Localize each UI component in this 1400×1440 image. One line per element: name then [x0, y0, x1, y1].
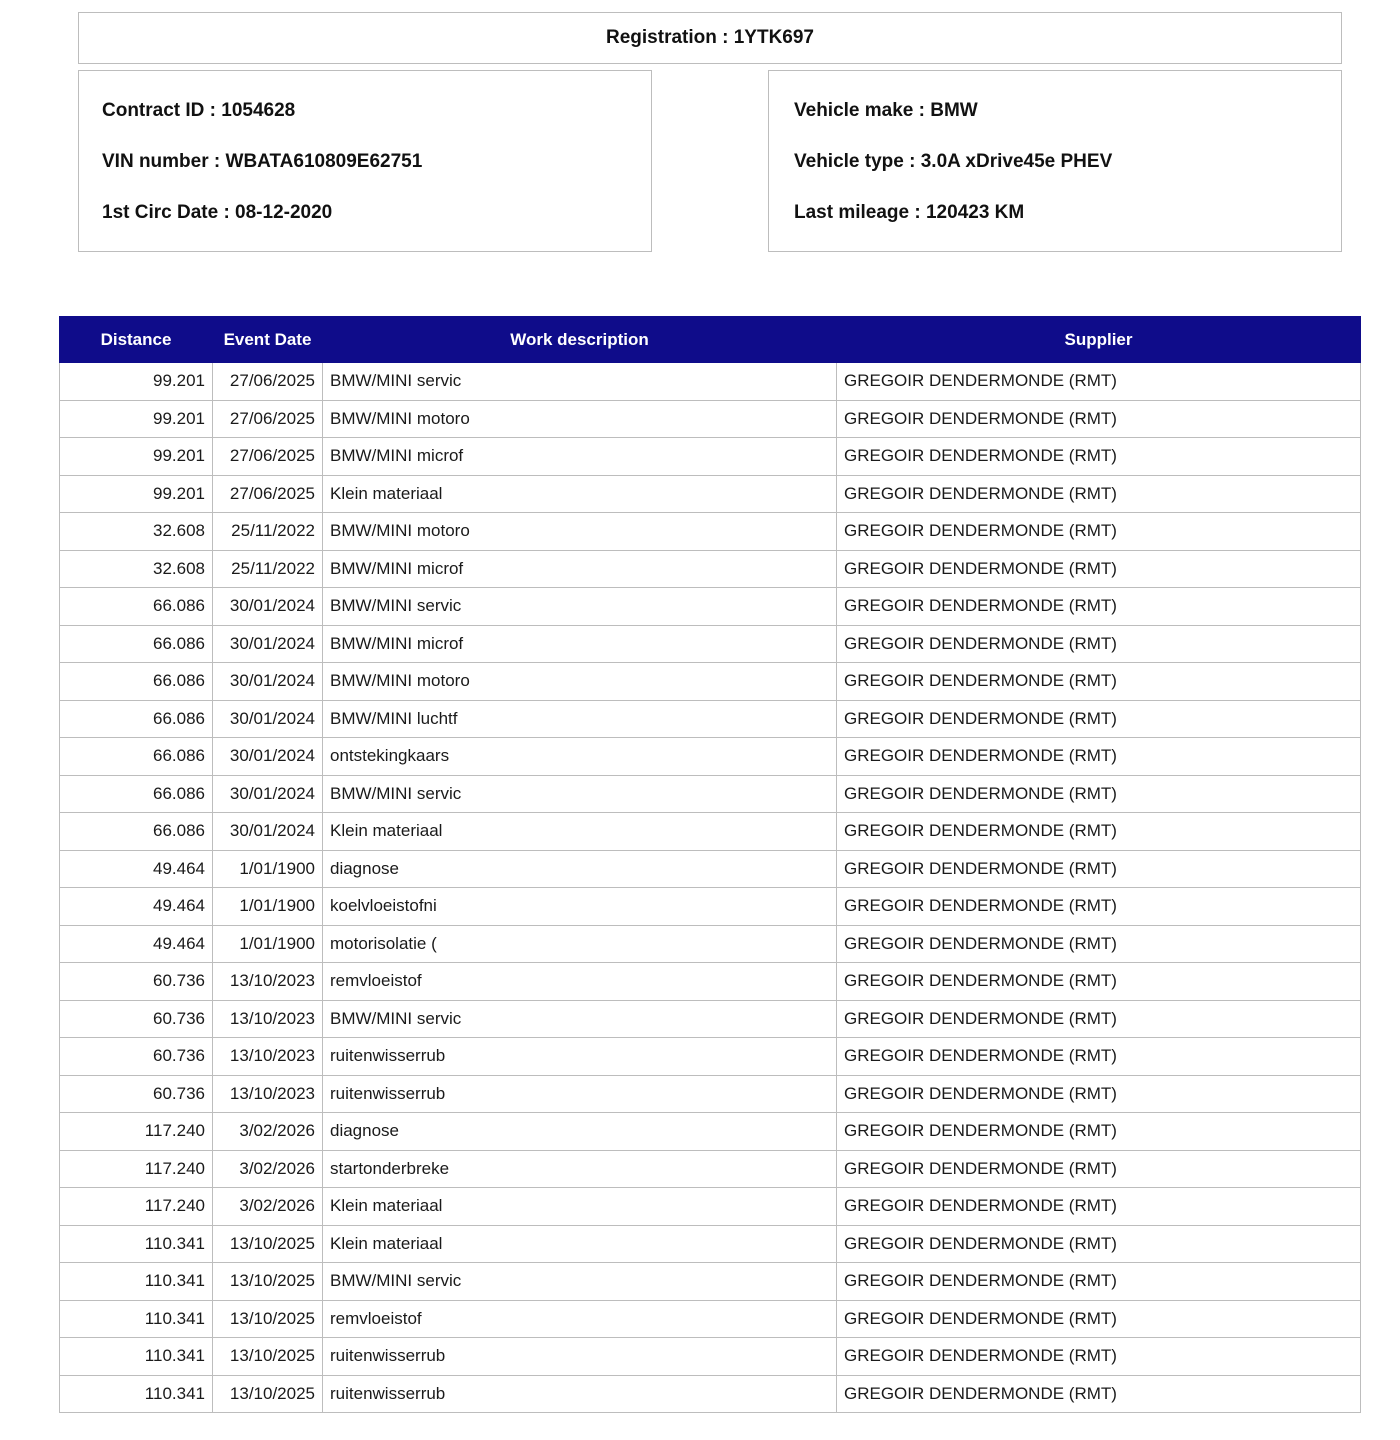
cell-work-description: motorisolatie (: [323, 925, 837, 963]
cell-supplier: GREGOIR DENDERMONDE (RMT): [837, 813, 1361, 851]
table-row: [60, 963, 1361, 1001]
cell-event-date: 13/10/2023: [213, 1075, 323, 1113]
registration-text: Registration : 1YTK697: [606, 27, 814, 48]
cell-supplier: GREGOIR DENDERMONDE (RMT): [837, 888, 1361, 926]
cell-work-description: BMW/MINI motoro: [323, 663, 837, 701]
cell-event-date: 30/01/2024: [213, 813, 323, 851]
cell-work-description: BMW/MINI servic: [323, 1263, 837, 1301]
cell-event-date: 13/10/2025: [213, 1263, 323, 1301]
table-row: [60, 513, 1361, 551]
table-body: [60, 363, 1361, 1413]
contract-info-box: [78, 70, 652, 252]
table-row: [60, 813, 1361, 851]
cell-distance: 32.608: [60, 550, 213, 588]
cell-supplier: GREGOIR DENDERMONDE (RMT): [837, 1000, 1361, 1038]
cell-event-date: 30/01/2024: [213, 625, 323, 663]
vehicle-make: Vehicle make : BMW: [794, 100, 978, 121]
cell-distance: 99.201: [60, 438, 213, 476]
cell-distance: 99.201: [60, 400, 213, 438]
cell-distance: 49.464: [60, 925, 213, 963]
cell-work-description: ruitenwisserrub: [323, 1038, 837, 1076]
cell-supplier: GREGOIR DENDERMONDE (RMT): [837, 625, 1361, 663]
cell-work-description: BMW/MINI servic: [323, 775, 837, 813]
cell-event-date: 30/01/2024: [213, 663, 323, 701]
cell-work-description: BMW/MINI motoro: [323, 513, 837, 551]
cell-distance: 110.341: [60, 1375, 213, 1413]
cell-distance: 66.086: [60, 813, 213, 851]
cell-supplier: GREGOIR DENDERMONDE (RMT): [837, 963, 1361, 1001]
cell-work-description: BMW/MINI motoro: [323, 400, 837, 438]
cell-event-date: 1/01/1900: [213, 925, 323, 963]
table-row: [60, 1338, 1361, 1376]
cell-event-date: 13/10/2025: [213, 1225, 323, 1263]
cell-event-date: 27/06/2025: [213, 363, 323, 401]
cell-distance: 66.086: [60, 700, 213, 738]
registration-box: [78, 12, 1342, 64]
cell-work-description: ruitenwisserrub: [323, 1375, 837, 1413]
cell-event-date: 3/02/2026: [213, 1188, 323, 1226]
cell-supplier: GREGOIR DENDERMONDE (RMT): [837, 513, 1361, 551]
cell-work-description: Klein materiaal: [323, 813, 837, 851]
contract-id: Contract ID : 1054628: [102, 100, 296, 121]
cell-event-date: 13/10/2025: [213, 1338, 323, 1376]
table-row: [60, 363, 1361, 401]
cell-event-date: 27/06/2025: [213, 438, 323, 476]
cell-work-description: Klein materiaal: [323, 475, 837, 513]
table-row: [60, 475, 1361, 513]
cell-distance: 60.736: [60, 1038, 213, 1076]
table-row: [60, 888, 1361, 926]
cell-distance: 99.201: [60, 363, 213, 401]
first-circ-date: 1st Circ Date : 08-12-2020: [102, 202, 333, 223]
cell-work-description: startonderbreke: [323, 1150, 837, 1188]
table-row: [60, 850, 1361, 888]
table-row: [60, 588, 1361, 626]
cell-supplier: GREGOIR DENDERMONDE (RMT): [837, 663, 1361, 701]
cell-event-date: 25/11/2022: [213, 550, 323, 588]
cell-work-description: koelvloeistofni: [323, 888, 837, 926]
table-row: [60, 1375, 1361, 1413]
cell-event-date: 13/10/2025: [213, 1375, 323, 1413]
service-history-table-wrap: [59, 316, 1360, 1413]
cell-distance: 60.736: [60, 1000, 213, 1038]
col-header-work-description: Work description: [323, 317, 837, 363]
table-row: [60, 1150, 1361, 1188]
cell-distance: 117.240: [60, 1113, 213, 1151]
cell-supplier: GREGOIR DENDERMONDE (RMT): [837, 738, 1361, 776]
cell-distance: 66.086: [60, 625, 213, 663]
cell-event-date: 13/10/2023: [213, 1038, 323, 1076]
cell-work-description: ontstekingkaars: [323, 738, 837, 776]
cell-work-description: BMW/MINI microf: [323, 625, 837, 663]
cell-distance: 117.240: [60, 1188, 213, 1226]
table-row: [60, 663, 1361, 701]
cell-supplier: GREGOIR DENDERMONDE (RMT): [837, 1300, 1361, 1338]
cell-distance: 110.341: [60, 1300, 213, 1338]
last-mileage: Last mileage : 120423 KM: [794, 202, 1025, 223]
cell-distance: 117.240: [60, 1150, 213, 1188]
cell-distance: 60.736: [60, 963, 213, 1001]
cell-distance: 66.086: [60, 775, 213, 813]
table-row: [60, 1000, 1361, 1038]
cell-work-description: ruitenwisserrub: [323, 1075, 837, 1113]
cell-supplier: GREGOIR DENDERMONDE (RMT): [837, 1225, 1361, 1263]
table-row: [60, 400, 1361, 438]
cell-supplier: GREGOIR DENDERMONDE (RMT): [837, 1113, 1361, 1151]
cell-distance: 99.201: [60, 475, 213, 513]
cell-supplier: GREGOIR DENDERMONDE (RMT): [837, 1188, 1361, 1226]
cell-work-description: remvloeistof: [323, 963, 837, 1001]
cell-supplier: GREGOIR DENDERMONDE (RMT): [837, 400, 1361, 438]
cell-supplier: GREGOIR DENDERMONDE (RMT): [837, 550, 1361, 588]
cell-supplier: GREGOIR DENDERMONDE (RMT): [837, 475, 1361, 513]
cell-distance: 66.086: [60, 738, 213, 776]
table-header: [60, 317, 1361, 363]
cell-supplier: GREGOIR DENDERMONDE (RMT): [837, 1375, 1361, 1413]
col-header-event-date: Event Date: [213, 317, 323, 363]
cell-work-description: Klein materiaal: [323, 1225, 837, 1263]
vehicle-info-box: [768, 70, 1342, 252]
col-header-distance: Distance: [60, 317, 213, 363]
cell-work-description: BMW/MINI microf: [323, 550, 837, 588]
cell-event-date: 27/06/2025: [213, 475, 323, 513]
cell-event-date: 13/10/2025: [213, 1300, 323, 1338]
table-row: [60, 550, 1361, 588]
cell-event-date: 25/11/2022: [213, 513, 323, 551]
cell-work-description: BMW/MINI servic: [323, 1000, 837, 1038]
table-row: [60, 1075, 1361, 1113]
cell-event-date: 3/02/2026: [213, 1150, 323, 1188]
cell-distance: 32.608: [60, 513, 213, 551]
cell-work-description: BMW/MINI luchtf: [323, 700, 837, 738]
cell-work-description: remvloeistof: [323, 1300, 837, 1338]
cell-distance: 60.736: [60, 1075, 213, 1113]
table-row: [60, 1300, 1361, 1338]
cell-work-description: BMW/MINI servic: [323, 363, 837, 401]
cell-supplier: GREGOIR DENDERMONDE (RMT): [837, 1038, 1361, 1076]
table-row: [60, 1188, 1361, 1226]
vin-number: VIN number : WBATA610809E62751: [102, 151, 423, 172]
table-row: [60, 775, 1361, 813]
cell-supplier: GREGOIR DENDERMONDE (RMT): [837, 1075, 1361, 1113]
table-row: [60, 1038, 1361, 1076]
cell-work-description: diagnose: [323, 850, 837, 888]
cell-distance: 49.464: [60, 888, 213, 926]
cell-event-date: 27/06/2025: [213, 400, 323, 438]
service-history-table: [59, 316, 1361, 1413]
cell-supplier: GREGOIR DENDERMONDE (RMT): [837, 850, 1361, 888]
cell-event-date: 30/01/2024: [213, 738, 323, 776]
col-header-supplier: Supplier: [837, 317, 1361, 363]
cell-supplier: GREGOIR DENDERMONDE (RMT): [837, 1338, 1361, 1376]
cell-work-description: BMW/MINI servic: [323, 588, 837, 626]
table-row: [60, 1225, 1361, 1263]
cell-work-description: ruitenwisserrub: [323, 1338, 837, 1376]
cell-event-date: 3/02/2026: [213, 1113, 323, 1151]
cell-event-date: 13/10/2023: [213, 1000, 323, 1038]
cell-event-date: 13/10/2023: [213, 963, 323, 1001]
table-row: [60, 738, 1361, 776]
cell-distance: 110.341: [60, 1338, 213, 1376]
cell-event-date: 30/01/2024: [213, 775, 323, 813]
cell-distance: 66.086: [60, 588, 213, 626]
cell-work-description: Klein materiaal: [323, 1188, 837, 1226]
table-row: [60, 438, 1361, 476]
cell-supplier: GREGOIR DENDERMONDE (RMT): [837, 775, 1361, 813]
cell-distance: 49.464: [60, 850, 213, 888]
cell-event-date: 30/01/2024: [213, 588, 323, 626]
table-row: [60, 625, 1361, 663]
cell-supplier: GREGOIR DENDERMONDE (RMT): [837, 588, 1361, 626]
cell-event-date: 1/01/1900: [213, 888, 323, 926]
vehicle-type: Vehicle type : 3.0A xDrive45e PHEV: [794, 151, 1113, 172]
table-row: [60, 700, 1361, 738]
cell-event-date: 30/01/2024: [213, 700, 323, 738]
cell-supplier: GREGOIR DENDERMONDE (RMT): [837, 925, 1361, 963]
cell-supplier: GREGOIR DENDERMONDE (RMT): [837, 1150, 1361, 1188]
cell-work-description: diagnose: [323, 1113, 837, 1151]
cell-distance: 110.341: [60, 1225, 213, 1263]
cell-distance: 110.341: [60, 1263, 213, 1301]
cell-supplier: GREGOIR DENDERMONDE (RMT): [837, 1263, 1361, 1301]
cell-supplier: GREGOIR DENDERMONDE (RMT): [837, 700, 1361, 738]
cell-work-description: BMW/MINI microf: [323, 438, 837, 476]
cell-distance: 66.086: [60, 663, 213, 701]
cell-supplier: GREGOIR DENDERMONDE (RMT): [837, 438, 1361, 476]
cell-supplier: GREGOIR DENDERMONDE (RMT): [837, 363, 1361, 401]
cell-event-date: 1/01/1900: [213, 850, 323, 888]
table-row: [60, 925, 1361, 963]
table-row: [60, 1113, 1361, 1151]
table-row: [60, 1263, 1361, 1301]
